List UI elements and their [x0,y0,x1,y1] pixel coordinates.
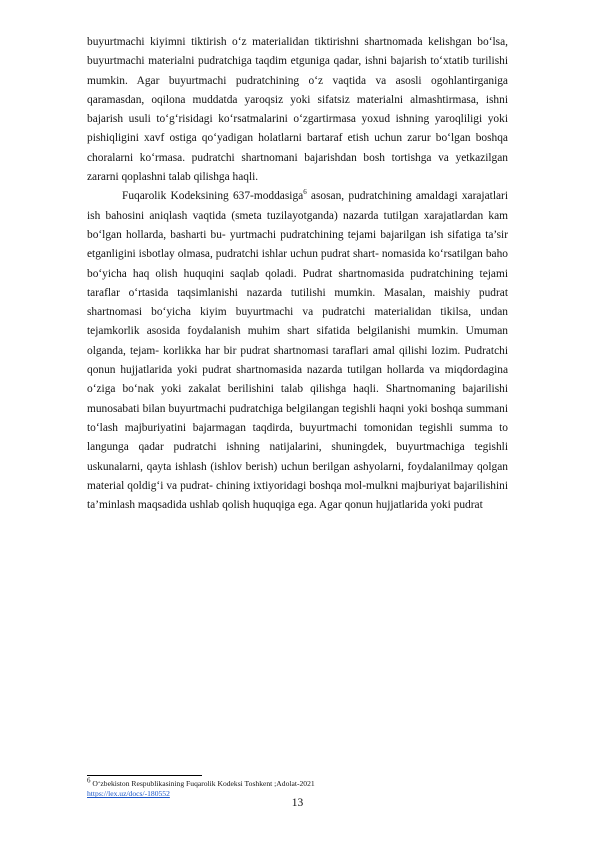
page-number: 13 [291,797,304,809]
footnote-mark: 6 [87,776,91,785]
footnote-reference[interactable]: 6 [303,188,307,197]
footnote-citation [87,776,517,789]
footnote-link[interactable]: https://lex.uz/docs/-180552 [87,789,170,799]
footnote-separator [87,775,202,776]
body-text [87,33,508,515]
paragraph-main-text: asosan, pudratchining amaldagi xarajatlari ish bahosini aniqlash vaqtida (smeta tuzilayotganda) nazarda tutilgan xarajatlardan kam bo‘lgan hollarda, basharti bu- yurtmachi pudratchining tejami bajarilgan ish sifatiga ta’sir etganligini isbotlay olmasa, pudratchi ishlar uchun pudrat shart- nomasida ko‘rsatilgan baho bo‘yicha haq olish huquqini saqlab qoladi. Pudrat shartnomasida pudratchining tejami taraflar o‘rtasida taqsimlanishi nazarda tutilishi mumkin. Masalan, maishiy pudrat shartnomasi bo‘yicha kiyim buyurtmachi va pudratchi materialidan tikilsa, undan tejamkorlik asosida foydalanish muhim shart sifatida belgilanishi mumkin. Umuman olganda, tejam- korlikka har bir pudrat shartnomasi taraflari amal qilishi lozim. Pudratchi qonun hujjatlarida yoki pudrat shartnomasida nazarda tutilgan hollarda va miqdordagina o‘ziga bo‘nak yoki zakalat berilishini talab qilishga haqli. Shartnomaning bajarilishi munosabati bilan buyurtmachi pudratchiga belgilangan tegishli haqni yoki boshqa summani to‘lash majburiyatini bajarmagan taqdirda, buyurtmachi tomonidan tegishli summa to langunga qadar pudratchi ishning natijalarini, shuningdek, buyurtmachiga tegishli uskunalarni, qayta ishlash (ishlov berish) uchun berilgan ashyolarni, foydalanilmay qolgan material qoldig‘i va pudrat- chining ixtiyoridagi boshqa mol-mulkni majburiyat bajarilishini ta’minlash maqsadida ushlab qolish huquqiga ega. Agar qonun hujjatlarida yoki pudrat [87,190,508,512]
paragraph-lead-text: Fuqarolik Kodeksining 637-moddasiga [122,190,304,203]
footnote-text: O‘zbekiston Respublikasining Fuqarolik Kodeksi Toshkent ;Adolat-2021 [90,779,315,788]
paragraph-article-637 [87,187,508,515]
paragraph-continuation: buyurtmachi kiyimni tiktirish o‘z materialidan tiktirishni shartnomada kelishgan bo‘lsa, buyurtmachi materialni pudratchiga taqdim etguniga qadar, ishni bajarish to‘xtatib turilishi mumkin. Agar buyurtmachi pudratchining o‘z vaqtida va asosli ogohlantirganiga qaramasdan, oqilona muddatda yaroqsiz yoki sifatsiz materialni almashtirmasa, ishni bajarish usuli to‘g‘risidagi ko‘rsatmalarini o‘zgartirmasa yoxud ishning yaroqliligi yoki pishiqligini xavf ostiga qo‘yadigan holatlarni bartaraf etish uchun zarur bo‘lgan boshqa choralarni ko‘rmasa. pudratchi shartnomani bajarishdan bosh tortishga va yetkazilgan zararni qoplashni talab qilishga haqli. [87,36,508,184]
